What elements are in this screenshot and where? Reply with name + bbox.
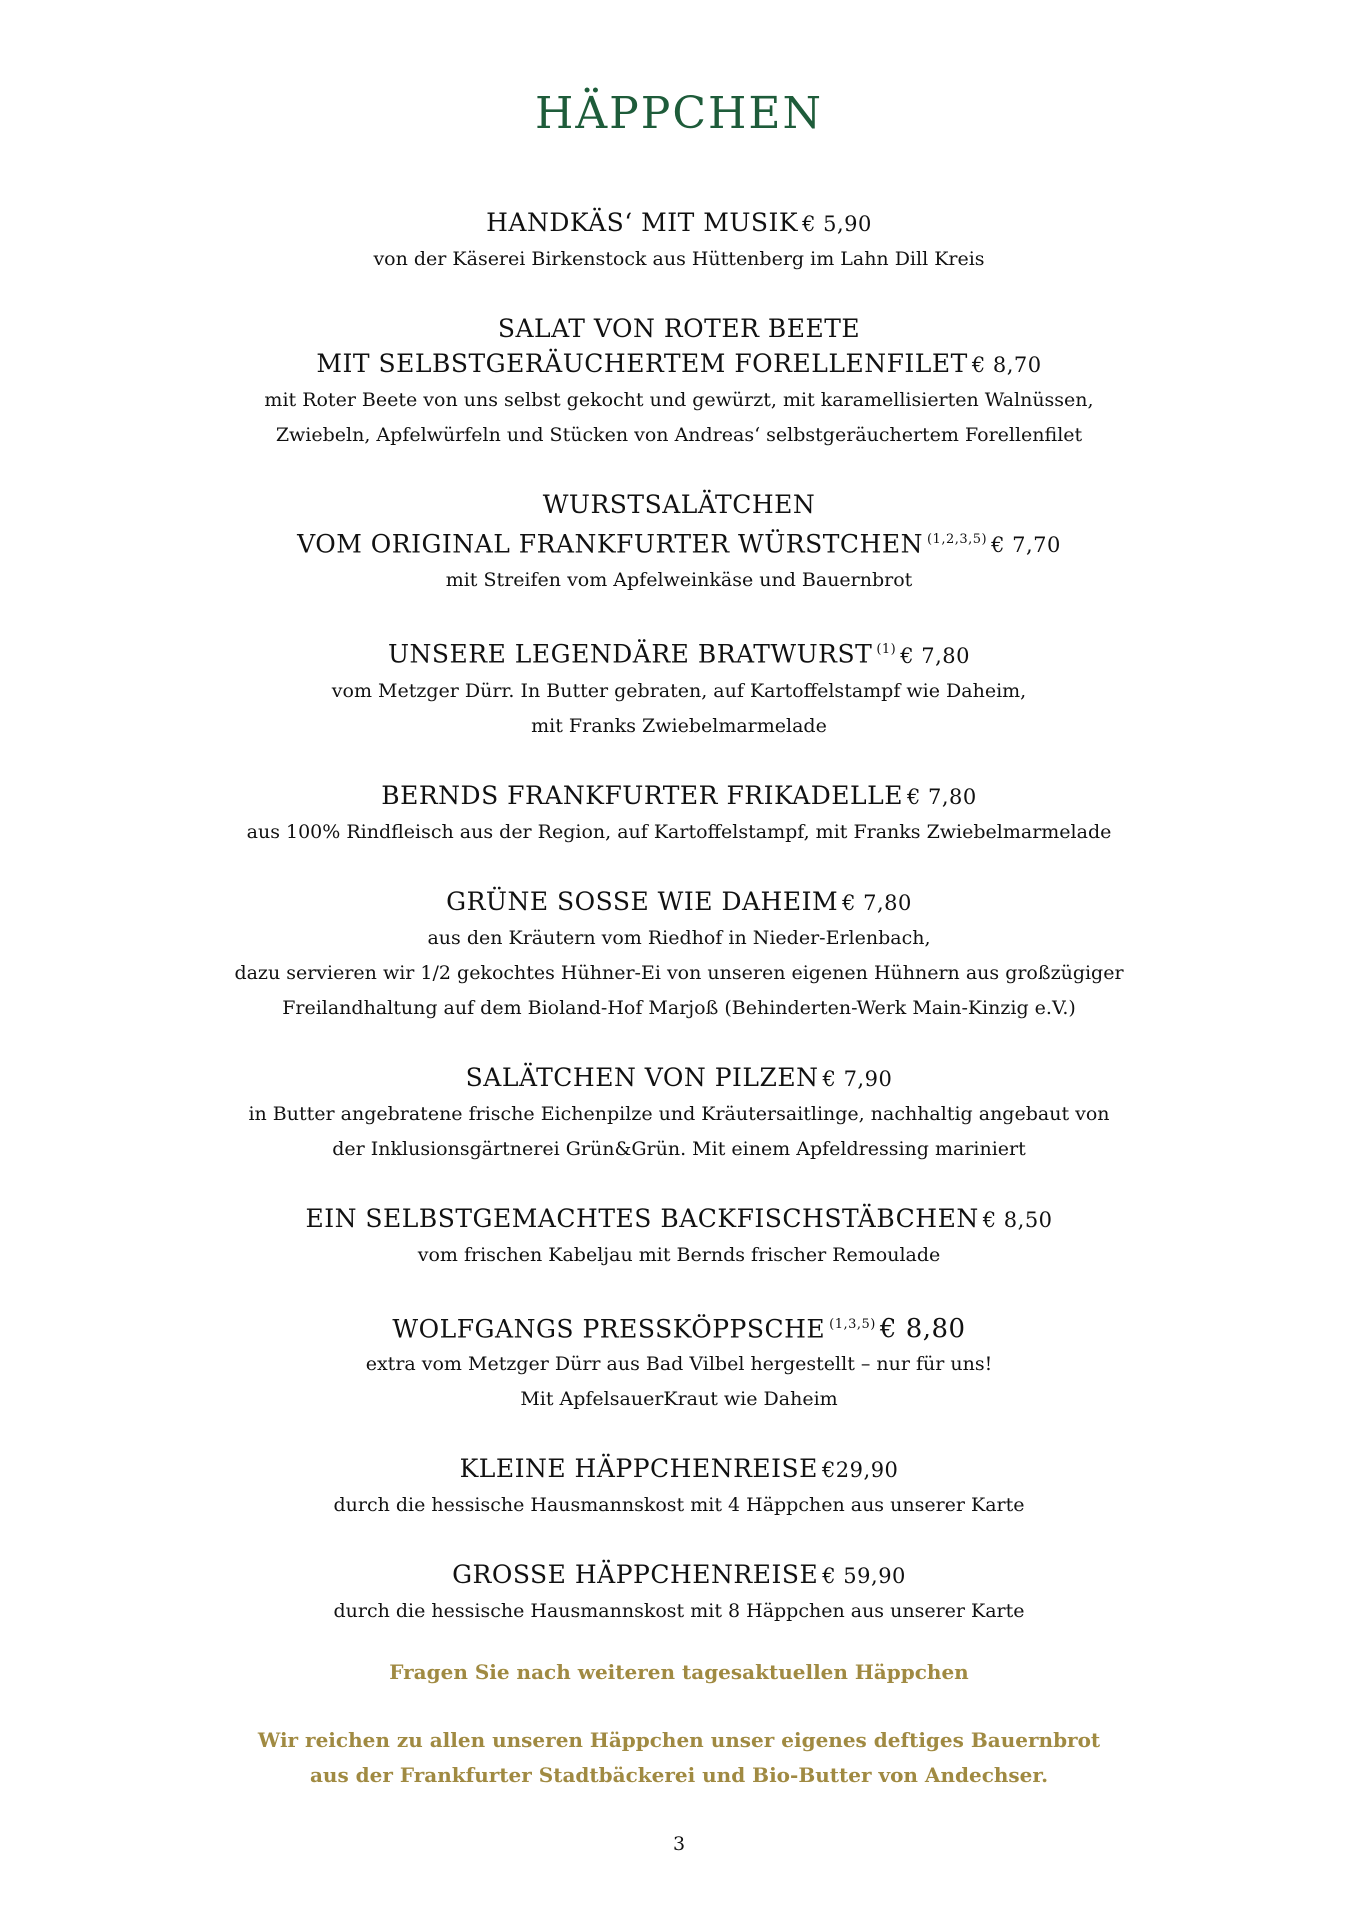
item-description	[0, 1488, 1358, 1523]
description-line: von der Käserei Birkenstock aus Hüttenberg im Lahn Dill Kreis	[373, 248, 985, 270]
item-price: € 8,70	[971, 353, 1042, 377]
menu-items	[0, 205, 1358, 1663]
note-line: Fragen Sie nach weiteren tagesaktuellen Häppchen	[389, 1660, 969, 1684]
description-line: durch die hessische Hausmannskost mit 8 Häppchen aus unserer Karte	[333, 1599, 1025, 1622]
item-title	[0, 778, 1358, 815]
item-name: BERNDS FRANKFURTER FRIKADELLE	[381, 780, 903, 810]
note	[0, 1723, 1358, 1793]
item-title-line	[0, 1557, 1358, 1594]
item-title-line	[0, 1201, 1358, 1238]
item-title	[0, 1557, 1358, 1594]
item-title-line	[0, 346, 1358, 383]
item-title	[0, 487, 1358, 563]
menu-notes	[0, 1655, 1358, 1826]
note-line: aus der Frankfurter Stadtbäckerei und Bio-Butter von Andechser.	[309, 1763, 1049, 1787]
allergen-refs: (1)	[876, 642, 897, 658]
item-title	[0, 1307, 1358, 1347]
menu-item	[0, 1557, 1358, 1629]
item-price: € 7,70	[991, 533, 1061, 558]
item-name: WOLFGANGS PRESSKÖPPSCHE	[392, 1313, 826, 1343]
allergen-refs: (1,2,3,5)	[926, 532, 988, 547]
item-description	[0, 563, 1358, 598]
item-price: € 7,80	[906, 784, 977, 809]
item-name: SALÄTCHEN VON PILZEN	[465, 1062, 819, 1092]
description-line: mit Roter Beete von uns selbst gekocht und gewürzt, mit karamellisierten Walnüssen,	[264, 389, 1094, 411]
item-name: MIT SELBSTGERÄUCHERTEM FORELLENFILET	[316, 349, 968, 378]
description-line: aus den Kräutern vom Riedhof in Nieder-Erlenbach,	[427, 926, 931, 949]
item-price: €29,90	[821, 1457, 899, 1482]
item-title	[0, 1201, 1358, 1238]
item-description	[0, 1238, 1358, 1273]
description-line: mit Streifen vom Apfelweinkäse und Bauernbrot	[445, 569, 913, 592]
item-title-line	[0, 1451, 1358, 1488]
item-description	[0, 1097, 1358, 1167]
page-title: HÄPPCHEN	[534, 88, 823, 139]
menu-item	[0, 632, 1358, 743]
item-title-line	[0, 778, 1358, 815]
item-price: € 7,90	[822, 1066, 893, 1091]
item-title-line	[0, 205, 1358, 242]
menu-item	[0, 884, 1358, 1026]
item-title-line	[0, 1060, 1358, 1097]
menu-item	[0, 205, 1358, 277]
description-line: durch die hessische Hausmannskost mit 4 Häppchen aus unserer Karte	[333, 1493, 1025, 1516]
item-title	[0, 884, 1358, 921]
description-line: Mit ApfelsauerKraut wie Daheim	[520, 1387, 838, 1410]
item-description	[0, 242, 1358, 277]
item-name: EIN SELBSTGEMACHTES BACKFISCHSTÄBCHEN	[305, 1203, 979, 1233]
item-price: € 59,90	[822, 1563, 906, 1588]
description-line: vom Metzger Dürr. In Butter gebraten, auf Kartoffelstampf wie Daheim,	[331, 679, 1027, 702]
item-title-line	[0, 487, 1358, 522]
item-name: WURSTSALÄTCHEN	[542, 490, 816, 519]
description-line: Freilandhaltung auf dem Bioland-Hof Marjoß (Behinderten-Werk Main-Kinzig e.V.)	[282, 996, 1076, 1019]
item-name: UNSERE LEGENDÄRE BRATWURST	[387, 639, 873, 669]
item-description	[0, 1594, 1358, 1629]
page-number: 3	[672, 1833, 686, 1855]
item-name: HANDKÄS‘ MIT MUSIK	[486, 208, 799, 237]
item-name: GRÜNE SOSSE WIE DAHEIM	[446, 886, 839, 916]
item-name: GROSSE HÄPPCHENREISE	[452, 1559, 819, 1589]
description-line: Zwiebeln, Apfelwürfeln und Stücken von Andreas‘ selbstgeräuchertem Forellenfilet	[275, 424, 1083, 446]
item-title-line	[0, 522, 1358, 563]
item-title-line	[0, 311, 1358, 346]
item-price: € 8,50	[982, 1207, 1053, 1232]
menu-item	[0, 1060, 1358, 1167]
item-title	[0, 632, 1358, 673]
item-description	[0, 674, 1358, 744]
item-name: KLEINE HÄPPCHENREISE	[459, 1453, 818, 1483]
description-line: in Butter angebratene frische Eichenpilze und Kräutersaitlinge, nachhaltig angebaut von	[248, 1102, 1110, 1125]
description-line: der Inklusionsgärtnerei Grün&Grün. Mit einem Apfeldressing mariniert	[332, 1137, 1026, 1160]
item-description	[0, 1347, 1358, 1417]
item-title-line	[0, 884, 1358, 921]
menu-item	[0, 311, 1358, 453]
description-line: dazu servieren wir 1/2 gekochtes Hühner-Ei von unseren eigenen Hühnern aus großzügiger	[234, 961, 1124, 984]
item-description	[0, 383, 1358, 453]
item-name: VOM ORIGINAL FRANKFURTER WÜRSTCHEN	[297, 529, 923, 559]
item-description	[0, 921, 1358, 1026]
item-title	[0, 1451, 1358, 1488]
description-line: aus 100% Rindfleisch aus der Region, auf Kartoffelstampf, mit Franks Zwiebelmarmelade	[246, 820, 1112, 843]
menu-item	[0, 487, 1358, 598]
item-price: € 7,80	[842, 890, 912, 915]
description-line: vom frischen Kabeljau mit Bernds frischer Remoulade	[417, 1243, 941, 1266]
allergen-refs: (1,3,5)	[829, 1316, 876, 1332]
item-title	[0, 205, 1358, 242]
item-title	[0, 1060, 1358, 1097]
item-price: € 5,90	[802, 212, 872, 236]
item-name: SALAT VON ROTER BEETE	[497, 314, 861, 343]
menu-item	[0, 778, 1358, 850]
description-line: mit Franks Zwiebelmarmelade	[531, 714, 827, 737]
item-price: € 8,80	[879, 1313, 966, 1344]
item-description	[0, 815, 1358, 850]
item-title-line	[0, 632, 1358, 673]
menu-item	[0, 1451, 1358, 1523]
note-line: Wir reichen zu allen unseren Häppchen unser eigenes deftiges Bauernbrot	[257, 1728, 1101, 1752]
menu-item	[0, 1307, 1358, 1417]
item-title-line	[0, 1307, 1358, 1347]
note	[0, 1655, 1358, 1690]
item-price: € 7,80	[900, 643, 971, 668]
menu-item	[0, 1201, 1358, 1273]
description-line: extra vom Metzger Dürr aus Bad Vilbel hergestellt – nur für uns!	[365, 1352, 993, 1375]
item-title	[0, 311, 1358, 383]
